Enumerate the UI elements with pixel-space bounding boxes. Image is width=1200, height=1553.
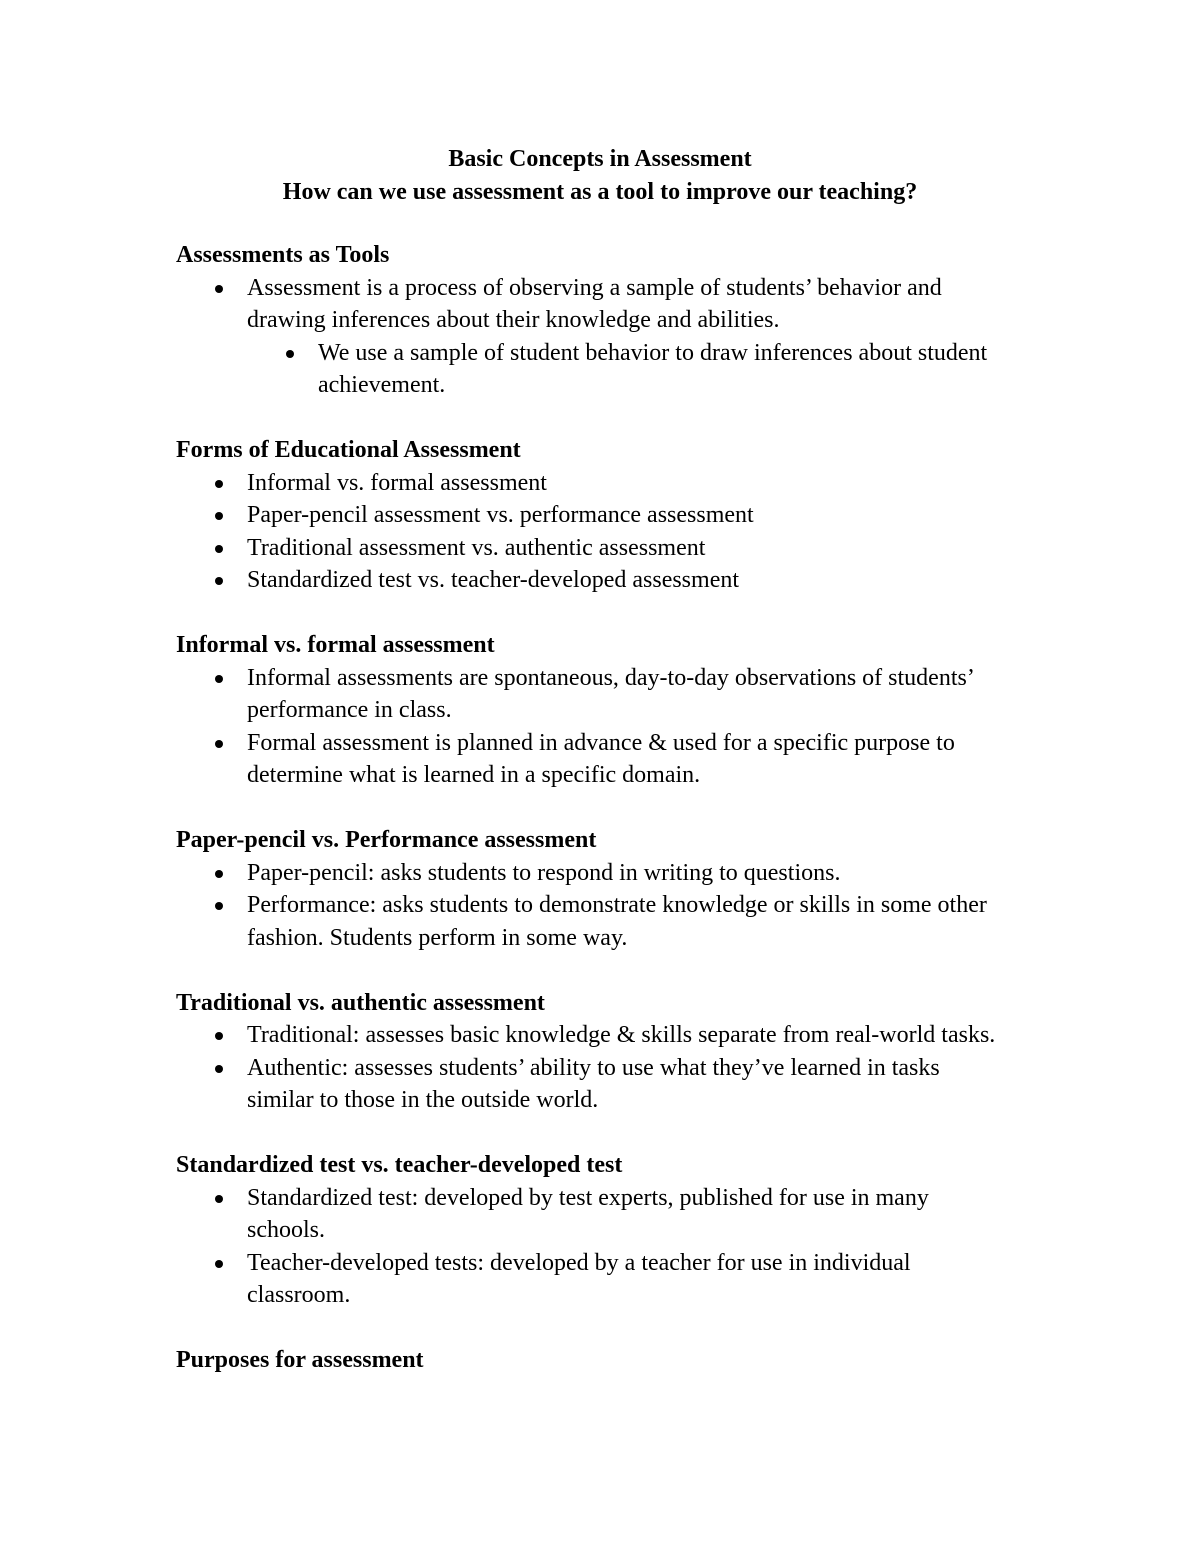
- section-traditional-vs-authentic: [176, 987, 1036, 1117]
- bullet-icon: [215, 1195, 223, 1203]
- document-body: [176, 239, 1036, 1409]
- bullet-icon: [215, 1032, 223, 1040]
- bullet-icon: [215, 1065, 223, 1073]
- section-heading: Traditional vs. authentic assessment: [176, 989, 545, 1016]
- bullet-list: [176, 662, 1036, 792]
- list-item: [247, 532, 1036, 565]
- list-item: [247, 727, 1036, 792]
- list-item: [247, 499, 1036, 532]
- list-item-text: Assessment is a process of observing a sample of students’ behavior and drawing inferences about their knowledge and abilities.: [247, 274, 942, 333]
- section-informal-vs-formal: [176, 629, 1036, 792]
- list-item: [247, 467, 1036, 500]
- section-heading: Informal vs. formal assessment: [176, 632, 495, 658]
- bullet-icon: [215, 285, 223, 293]
- sub-list-item: [318, 337, 1036, 402]
- document-subtitle: How can we use assessment as a tool to improve our teaching?: [282, 179, 918, 205]
- list-item-text: Paper-pencil assessment vs. performance assessment: [247, 502, 754, 528]
- bullet-icon: [215, 512, 223, 520]
- bullet-list: [176, 857, 1036, 955]
- bullet-icon: [215, 480, 223, 488]
- list-item: [247, 857, 1036, 890]
- list-item-text: Paper-pencil: asks students to respond in writing to questions.: [247, 859, 841, 886]
- list-item-text: Standardized test vs. teacher-developed assessment: [247, 567, 740, 593]
- section-heading: Purposes for assessment: [176, 1347, 424, 1373]
- section-standardized-vs-teacher-developed: [176, 1149, 1036, 1312]
- bullet-list: [176, 272, 1036, 402]
- bullet-icon: [215, 545, 223, 553]
- list-item: [247, 564, 1036, 597]
- section-heading: Standardized test vs. teacher-developed test: [176, 1152, 623, 1178]
- bullet-icon: [215, 675, 223, 683]
- list-item-text: Formal assessment is planned in advance & used for a specific purpose to determine what is learned in a specific domain.: [247, 729, 955, 788]
- title-block: [0, 143, 1200, 209]
- sub-list-item-text: We use a sample of student behavior to draw inferences about student achievement.: [318, 339, 988, 398]
- section-paper-pencil-vs-performance: [176, 824, 1036, 954]
- list-item: [247, 1247, 1036, 1312]
- bullet-icon: [215, 870, 223, 878]
- sub-bullet-list: [247, 337, 1036, 402]
- document-title: Basic Concepts in Assessment: [448, 146, 752, 172]
- section-assessments-as-tools: [176, 239, 1036, 402]
- section-heading: Assessments as Tools: [176, 242, 390, 268]
- section-heading: Paper-pencil vs. Performance assessment: [176, 827, 597, 853]
- list-item-text: Teacher-developed tests: developed by a teacher for use in individual classroom.: [247, 1249, 911, 1308]
- bullet-list: [176, 1182, 1036, 1312]
- list-item: [247, 662, 1036, 727]
- list-item-text: Standardized test: developed by test experts, published for use in many schools.: [247, 1184, 929, 1243]
- list-item-text: Informal assessments are spontaneous, day-to-day observations of students’ performance in class.: [247, 664, 974, 723]
- list-item-text: Performance: asks students to demonstrate knowledge or skills in some other fashion. Students perform in some way.: [247, 892, 987, 951]
- list-item: [247, 889, 1036, 954]
- bullet-icon: [215, 740, 223, 748]
- section-heading: Forms of Educational Assessment: [176, 437, 521, 463]
- list-item-text: Traditional: assesses basic knowledge & skills separate from real-world tasks.: [247, 1022, 996, 1048]
- section-forms-of-educational-assessment: [176, 434, 1036, 597]
- section-purposes-for-assessment: [176, 1344, 1036, 1377]
- list-item-text: Traditional assessment vs. authentic assessment: [247, 534, 706, 561]
- bullet-icon: [215, 902, 223, 910]
- bullet-list: [176, 467, 1036, 597]
- list-item: [247, 272, 1036, 402]
- list-item: [247, 1019, 1036, 1052]
- list-item: [247, 1052, 1036, 1117]
- bullet-icon: [286, 350, 294, 358]
- list-item: [247, 1182, 1036, 1247]
- bullet-list: [176, 1019, 1036, 1117]
- list-item-text: Authentic: assesses students’ ability to use what they’ve learned in tasks similar to those in the outside world.: [247, 1054, 940, 1113]
- list-item-text: Informal vs. formal assessment: [247, 469, 547, 496]
- bullet-icon: [215, 577, 223, 585]
- bullet-icon: [215, 1260, 223, 1268]
